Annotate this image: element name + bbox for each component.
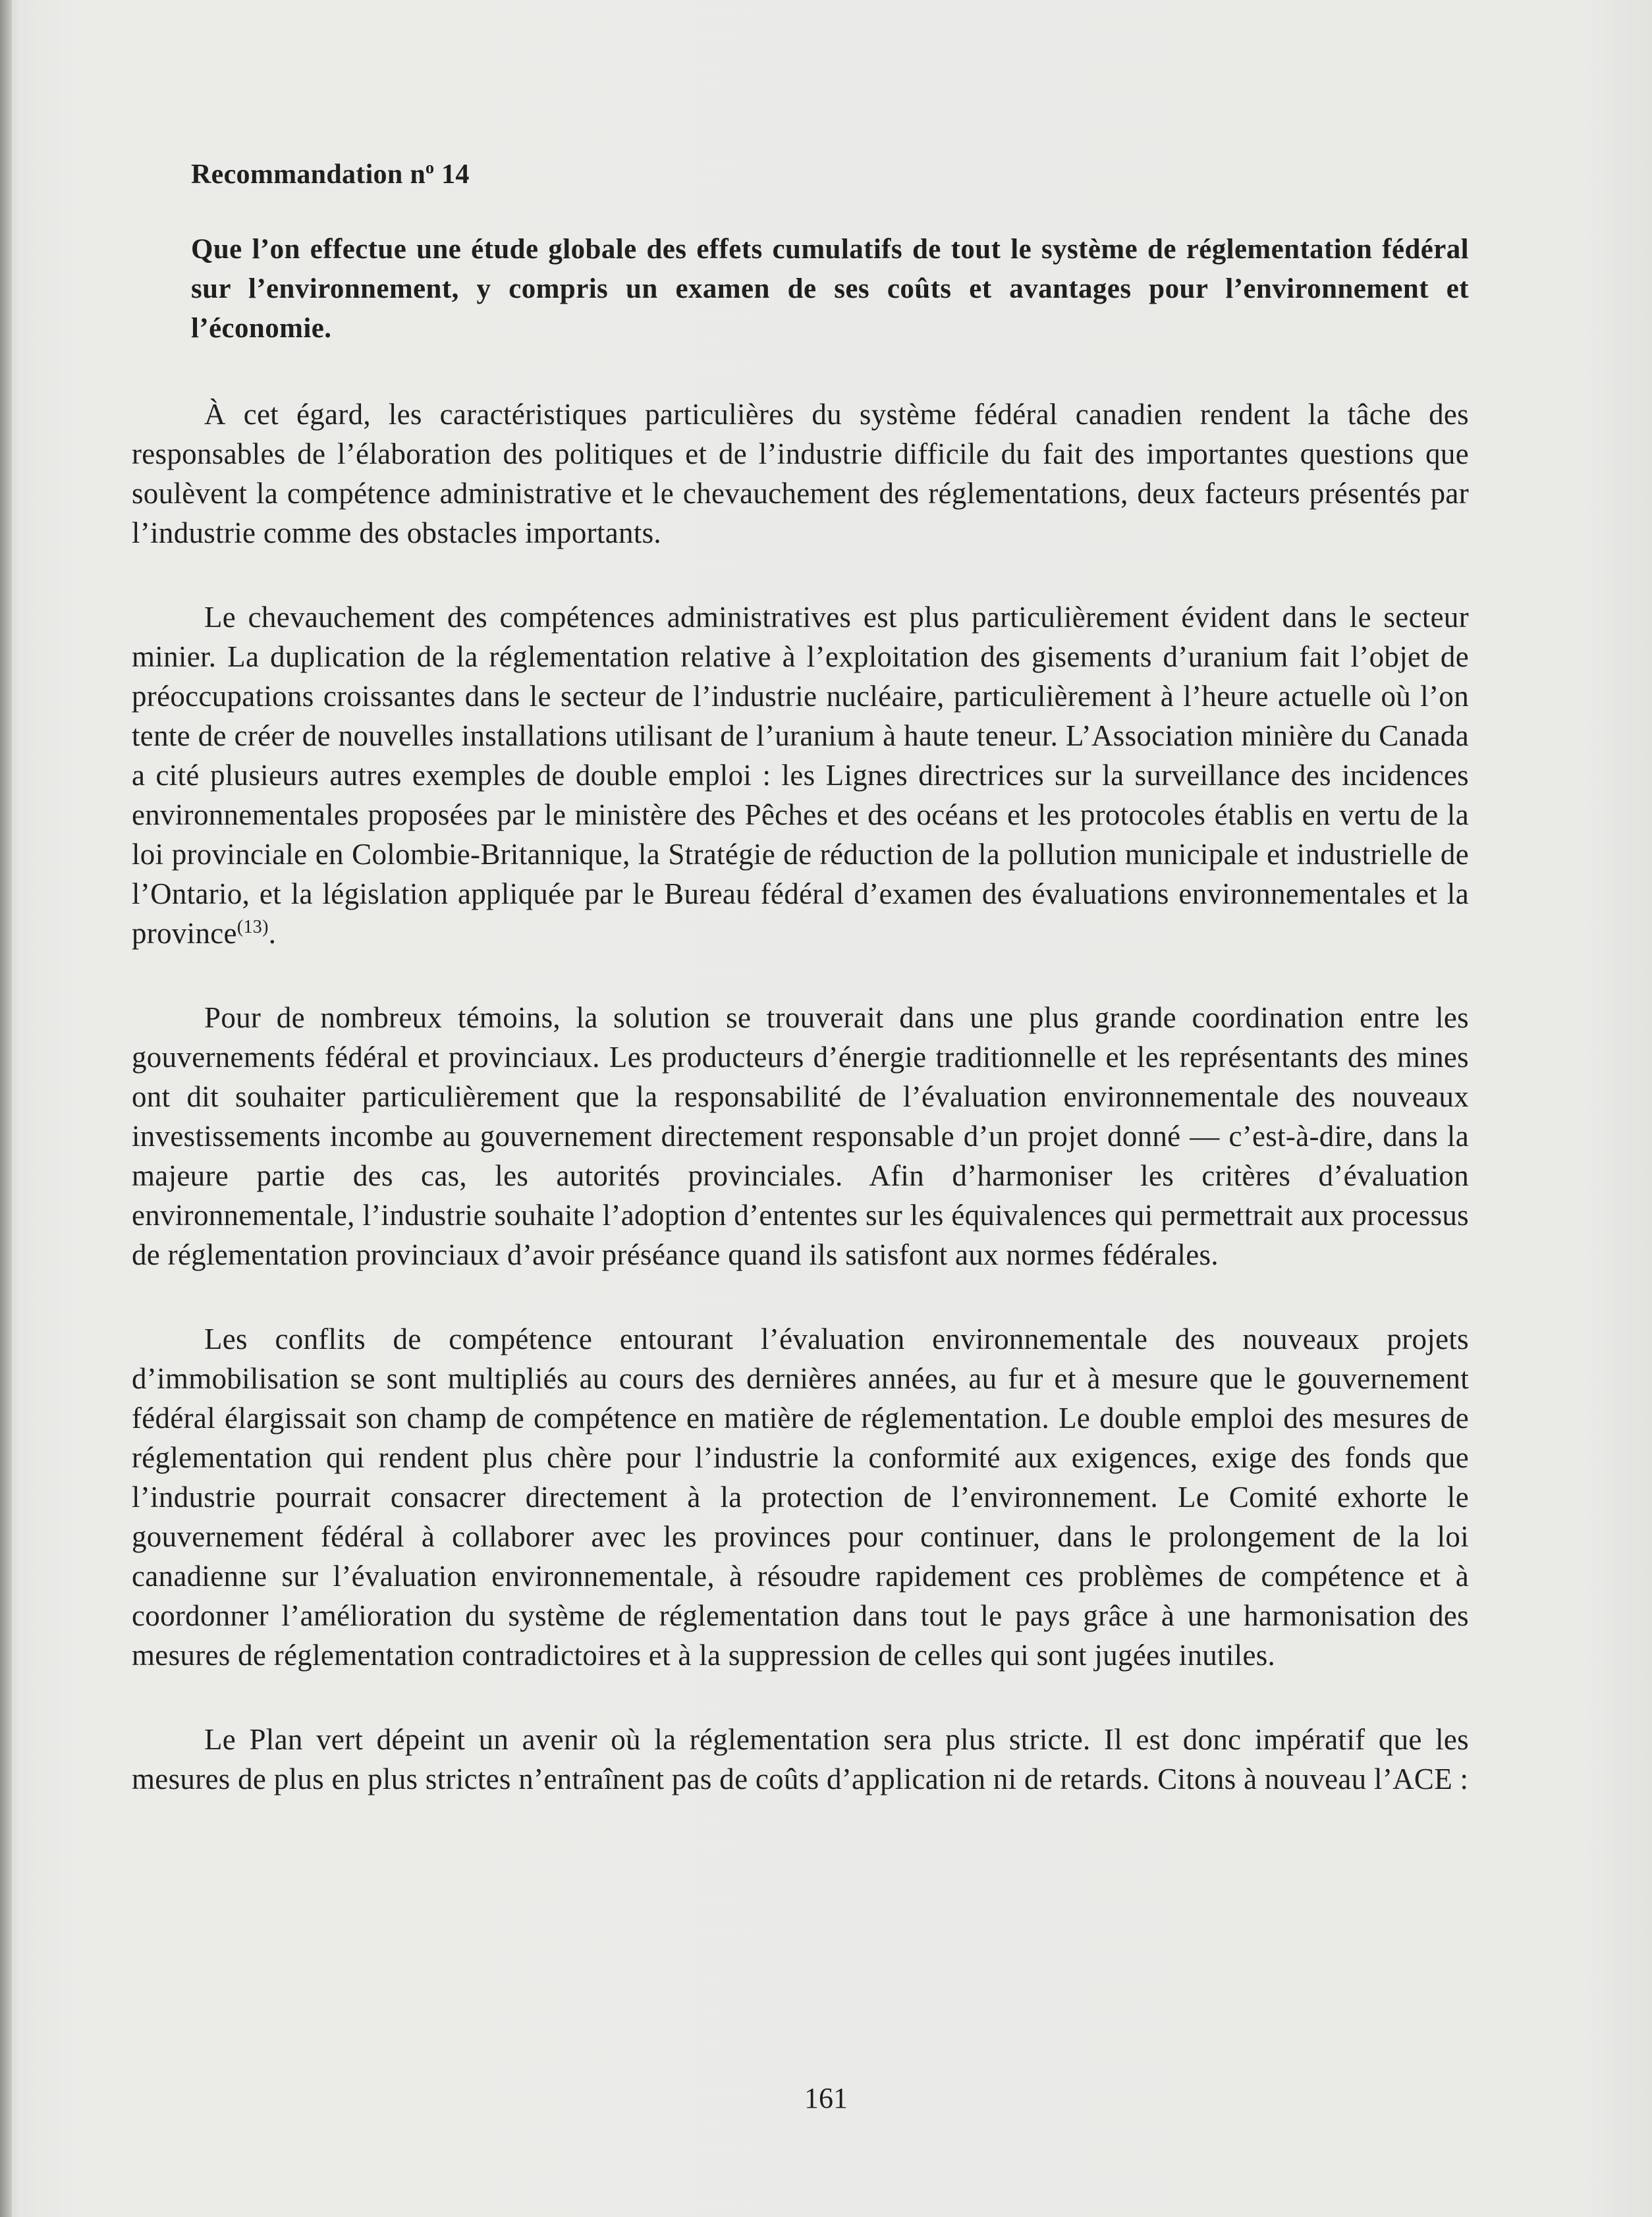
- footnote-reference: (13): [236, 917, 269, 937]
- paragraph-3: Pour de nombreux témoins, la solution se trouverait dans une plus grande coordination entre les gouvernements fédéral et provinciaux. Les producteurs d’énergie traditionnelle et les représentants des mines ont dit souhaiter particulièrement que la responsabilité de l’évaluation environnementale des nouveaux investissements incombe au gouvernement directement responsable d’un projet donné — c’est-à-dire, dans la majeure partie des cas, les autorités provinciales. Afin d’harmoniser les critères d’évaluation environnementale, l’industrie souhaite l’adoption d’ententes sur les équivalences qui permettrait aux processus de réglementation provinciaux d’avoir préséance quand ils satisfont aux normes fédérales.: [132, 1001, 1469, 1271]
- page-content: [132, 158, 1469, 1844]
- binding-edge: [0, 0, 12, 2217]
- paragraph-5: Le Plan vert dépeint un avenir où la réglementation sera plus stricte. Il est donc impératif que les mesures de plus en plus strictes n’entraînent pas de coûts d’application ni de retards. Citons à nouveau l’ACE :: [132, 1723, 1469, 1795]
- page-number: 161: [804, 2082, 848, 2114]
- paragraph-2: [132, 597, 1469, 953]
- recommendation-heading-label: Recommandation n: [191, 159, 426, 190]
- recommendation-heading-sup: o: [425, 158, 435, 177]
- paragraph-1: À cet égard, les caractéristiques particulières du système fédéral canadien rendent la tâche des responsables de l’élaboration des politiques et de l’industrie difficile du fait des importantes questions que soulèvent la compétence administrative et le chevauchement des réglementations, deux facteurs présentés par l’industrie comme des obstacles importants.: [132, 398, 1469, 549]
- recommendation-text: Que l’on effectue une étude globale des effets cumulatifs de tout le système de réglementation fédéral sur l’environnement, y compris un examen de ses coûts et avantages pour l’environnement et l’économie.: [191, 234, 1469, 344]
- recommendation-heading-number: 14: [434, 159, 470, 190]
- recommendation-heading: [191, 158, 1469, 190]
- paragraph-4: Les conflits de compétence entourant l’évaluation environnementale des nouveaux projets d’immobilisation se sont multipliés au cours des dernières années, au fur et à mesure que le gouvernement fédéral élargissait son champ de compétence en matière de réglementation. Le double emploi des mesures de réglementation qui rendent plus chère pour l’industrie la conformité aux exigences, exige des fonds que l’industrie pourrait consacrer directement à la protection de l’environnement. Le Comité exhorte le gouvernement fédéral à collaborer avec les provinces pour continuer, dans le prolongement de la loi canadienne sur l’évaluation environnementale, à résoudre rapidement ces problèmes de compétence et à coordonner l’amélioration du système de réglementation dans tout le pays grâce à une harmonisation des mesures de réglementation contradictoires et à la suppression de celles qui sont jugées inutiles.: [132, 1323, 1469, 1672]
- paragraph-2-text: Le chevauchement des compétences administratives est plus particulièrement évident dans le secteur minier. La duplication de la réglementation relative à l’exploitation des gisements d’uranium fait l’objet de préoccupations croissantes dans le secteur de l’industrie nucléaire, particulièrement à l’heure actuelle où l’on tente de créer de nouvelles installations utilisant de l’uranium à haute teneur. L’Association minière du Canada a cité plusieurs autres exemples de double emploi : les Lignes directrices sur la surveillance des incidences environnementales proposées par le ministère des Pêches et des océans et les protocoles établis en vertu de la loi provinciale en Colombie-Britannique, la Stratégie de réduction de la pollution municipale et industrielle de l’Ontario, et la législation appliquée par le Bureau fédéral d’examen des évaluations environnementales et la province: [132, 601, 1469, 950]
- paragraph-2-trail: .: [268, 917, 277, 950]
